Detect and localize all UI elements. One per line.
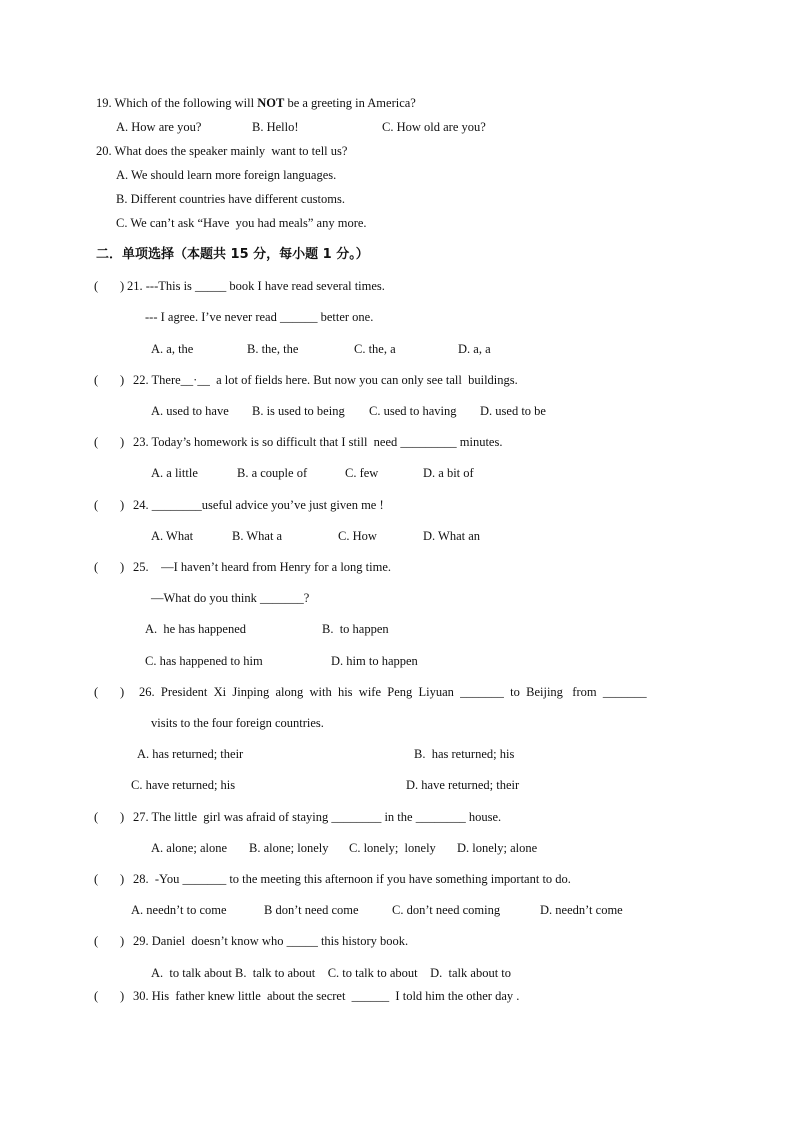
- q27-stem: 27. The little girl was afraid of staying ________ in the ________ house.: [133, 810, 502, 824]
- q26-stem: 26. President Xi Jinping along with his wife Peng Liyuan _______ to Beijing from _______: [139, 685, 647, 699]
- q24-option-d: D. What an: [423, 529, 481, 543]
- q26-option-b: B. has returned; his: [414, 747, 515, 761]
- q28-option-d: D. needn’t come: [540, 903, 623, 917]
- q23-option-a: A. a little: [151, 466, 198, 480]
- q19-stem-pre: 19. Which of the following will: [96, 96, 258, 110]
- q24-option-c: C. How: [338, 529, 377, 543]
- q22-option-b: B. is used to being: [252, 404, 345, 418]
- q19-stem: [96, 95, 416, 111]
- q28-option-c: C. don’t need coming: [392, 903, 501, 917]
- q23-option-c: C. few: [345, 466, 379, 480]
- q27-answer-bracket[interactable]: ( ): [94, 810, 125, 824]
- q19-option-b: B. Hello!: [252, 120, 299, 134]
- q25-answer-bracket[interactable]: ( ): [94, 560, 125, 574]
- q21-option-b: B. the, the: [247, 342, 299, 356]
- q23-answer-bracket[interactable]: ( ): [94, 435, 125, 449]
- q20-option-c: C. We can’t ask “Have you had meals” any more.: [116, 216, 367, 230]
- q23-option-b: B. a couple of: [237, 466, 308, 480]
- q22-option-c: C. used to having: [369, 404, 457, 418]
- q25-option-a: A. he has happened: [145, 622, 247, 636]
- q24-stem: 24. ________useful advice you’ve just given me !: [133, 498, 384, 512]
- q30-answer-bracket[interactable]: ( ): [94, 989, 125, 1003]
- q25-option-b: B. to happen: [322, 622, 389, 636]
- q22-option-d: D. used to be: [480, 404, 546, 418]
- q26-option-a: A. has returned; their: [137, 747, 244, 761]
- q22-option-a: A. used to have: [151, 404, 229, 418]
- q21-option-a: A. a, the: [151, 342, 194, 356]
- section-2-title: 二．单项选择（本题共 15 分，每小题 1 分。）: [96, 247, 369, 262]
- q20-option-a: A. We should learn more foreign languages.: [116, 168, 337, 182]
- q28-stem: 28. -You _______ to the meeting this afternoon if you have something important to do.: [133, 872, 571, 886]
- q22-stem: 22. There__·__ a lot of fields here. But now you can only see tall buildings.: [133, 373, 518, 387]
- q26-stem-line2: visits to the four foreign countries.: [151, 716, 324, 730]
- q26-option-d: D. have returned; their: [406, 778, 520, 792]
- q26-option-c: C. have returned; his: [131, 778, 236, 792]
- q28-option-a: A. needn’t to come: [131, 903, 227, 917]
- q25-stem: 25. —I haven’t heard from Henry for a long time.: [133, 560, 392, 574]
- q27-option-c: C. lonely; lonely: [349, 841, 436, 855]
- q26-answer-bracket[interactable]: ( ): [94, 685, 125, 699]
- q25-stem-line2: —What do you think _______?: [151, 591, 310, 605]
- q28-answer-bracket[interactable]: ( ): [94, 872, 125, 886]
- q29-stem: 29. Daniel doesn’t know who _____ this history book.: [133, 934, 409, 948]
- q24-answer-bracket[interactable]: ( ): [94, 498, 125, 512]
- q27-option-a: A. alone; alone: [151, 841, 228, 855]
- q19-stem-bold: NOT: [257, 96, 285, 110]
- q21-option-c: C. the, a: [354, 342, 396, 356]
- q21-stem-line2: --- I agree. I’ve never read ______ better one.: [145, 310, 374, 324]
- q19-option-a: A. How are you?: [116, 120, 202, 134]
- q21-answer-bracket[interactable]: ( ): [94, 279, 125, 293]
- q28-option-b: B don’t need come: [264, 903, 359, 917]
- q21-option-d: D. a, a: [458, 342, 491, 356]
- q20-stem: 20. What does the speaker mainly want to tell us?: [96, 144, 348, 158]
- q29-options: A. to talk about B. talk to about C. to talk to about D. talk about to: [151, 966, 512, 980]
- q19-stem-post: be a greeting in America?: [284, 96, 416, 110]
- q27-option-d: D. lonely; alone: [457, 841, 538, 855]
- q21-stem: 21. ---This is _____ book I have read several times.: [127, 279, 385, 293]
- q23-option-d: D. a bit of: [423, 466, 474, 480]
- q20-option-b: B. Different countries have different customs.: [116, 192, 345, 206]
- q23-stem: 23. Today’s homework is so difficult that I still need _________ minutes.: [133, 435, 503, 449]
- q25-option-d: D. him to happen: [331, 654, 418, 668]
- q25-option-c: C. has happened to him: [145, 654, 263, 668]
- q27-option-b: B. alone; lonely: [249, 841, 329, 855]
- q19-option-c: C. How old are you?: [382, 120, 486, 134]
- q24-option-a: A. What: [151, 529, 194, 543]
- q30-stem: 30. His father knew little about the secret ______ I told him the other day .: [133, 989, 520, 1003]
- q24-option-b: B. What a: [232, 529, 283, 543]
- q22-answer-bracket[interactable]: ( ): [94, 373, 125, 387]
- q29-answer-bracket[interactable]: ( ): [94, 934, 125, 948]
